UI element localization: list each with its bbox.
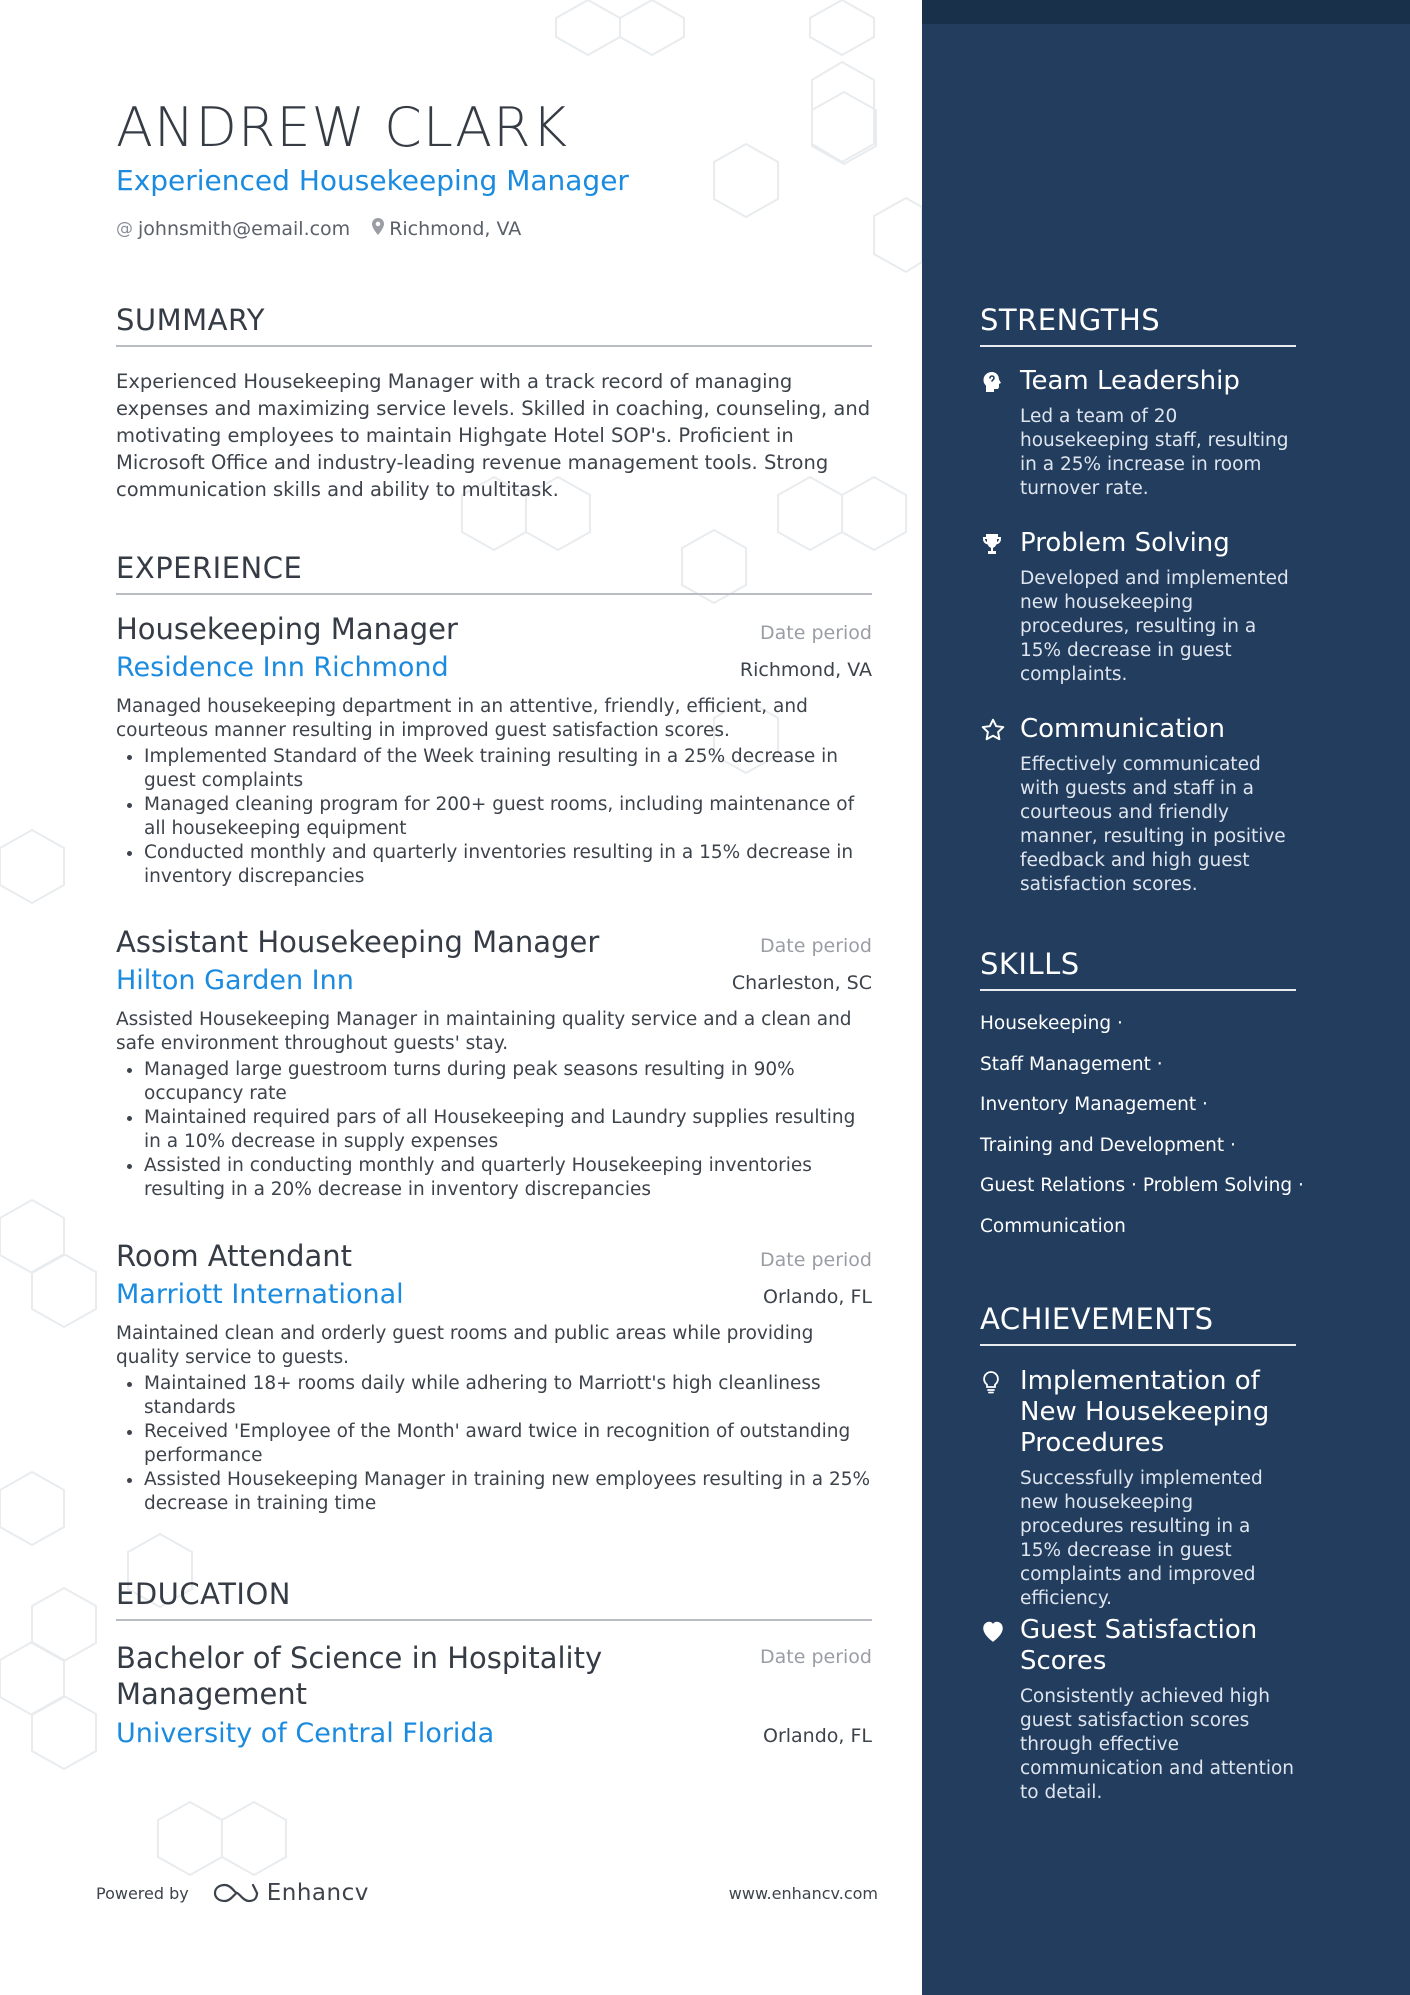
sidebar [922, 0, 1410, 1995]
strength-text: Effectively communicated with guests and staff in a courteous and friendly manner, resulting in positive feedback and high guest satisfaction scores. [1020, 754, 1286, 895]
achievement-text: Successfully implemented new housekeeping procedures resulting in a 15% decrease in guest complaints and improved efficiency. [1020, 1468, 1263, 1609]
job-role: Room Attendant [116, 1239, 353, 1273]
sidebar-top-band [922, 0, 1410, 24]
job-bullet: • Assisted Housekeeping Manager in training new employees resulting in a 25% decrease in training time [144, 1468, 872, 1516]
job-bullet: • Implemented Standard of the Week training resulting in a 25% decrease in guest complaints [144, 745, 872, 793]
location-text: Richmond, VA [389, 218, 522, 240]
job-date: Date period [760, 935, 872, 957]
education-date: Date period [760, 1646, 872, 1668]
education-entry [116, 1640, 872, 1749]
experience-entry [116, 1239, 872, 1516]
job-bullet: • Conducted monthly and quarterly inventories resulting in a 15% decrease in inventory discrepancies [144, 841, 872, 889]
job-bullets [116, 745, 872, 889]
skill-item: Communication [980, 1215, 1126, 1237]
experience-heading: EXPERIENCE [116, 551, 872, 595]
heart-icon [980, 1615, 1020, 1646]
skill-item: Housekeeping · [980, 1013, 1123, 1034]
strength-item [980, 366, 1296, 501]
education-heading: EDUCATION [116, 1577, 872, 1621]
job-description: Maintained clean and orderly guest rooms and public areas while providing quality service to guests. [116, 1323, 814, 1368]
job-location: Orlando, FL [762, 1286, 872, 1308]
skill-item: Inventory Management · [980, 1094, 1208, 1115]
powered-by-label: Powered by [96, 1883, 189, 1903]
achievement-title: Implementation of New Housekeeping Procedures [1020, 1366, 1270, 1458]
strength-text: Developed and implemented new housekeeping procedures, resulting in a 15% decrease in guest complaints. [1020, 568, 1289, 685]
footer-brand [96, 1880, 369, 1906]
job-bullets [116, 1058, 872, 1202]
strength-title: Team Leadership [1020, 366, 1240, 396]
email-text: johnsmith@email.com [138, 218, 351, 240]
enhancv-logo[interactable] [213, 1880, 369, 1906]
location-item [372, 218, 521, 240]
enhancv-logo-text: Enhancv [266, 1880, 369, 1906]
job-role: Assistant Housekeeping Manager [116, 925, 600, 959]
summary-text: Experienced Housekeeping Manager with a track record of managing expenses and maximizing service levels. Skilled in coaching, counseling, and motivating employees to maintain Highgate Hotel SOP's. Proficient in Microsoft Office and industry-leading revenue management tools. Strong communication skills and ability to multitask. [116, 370, 871, 501]
trophy-icon [980, 528, 1020, 559]
achievements-heading: ACHIEVEMENTS [980, 1302, 1296, 1346]
job-location: Richmond, VA [739, 659, 872, 681]
achievement-item [980, 1366, 1296, 1611]
at-icon: @ [116, 219, 133, 239]
job-bullet: • Managed cleaning program for 200+ guest rooms, including maintenance of all housekeeping equipment [144, 793, 872, 841]
lightbulb-icon [980, 1366, 1020, 1397]
job-bullets [116, 1372, 872, 1516]
candidate-title: Experienced Housekeeping Manager [116, 164, 629, 197]
strength-item [980, 528, 1296, 687]
education-location: Orlando, FL [762, 1725, 872, 1747]
strength-title: Communication [1020, 714, 1225, 744]
candidate-name: ANDREW CLARK [116, 96, 569, 159]
job-bullet: • Assisted in conducting monthly and quarterly Housekeeping inventories resulting in a 20% decrease in inventory discrepancies [144, 1154, 872, 1202]
star-icon [980, 714, 1020, 745]
job-bullet: • Managed large guestroom turns during peak seasons resulting in 90% occupancy rate [144, 1058, 872, 1106]
strength-title: Problem Solving [1020, 528, 1230, 558]
enhancv-logo-icon [213, 1882, 259, 1904]
job-date: Date period [760, 622, 872, 644]
job-company: Marriott International [116, 1279, 404, 1310]
email-item[interactable] [116, 218, 350, 240]
achievement-item [980, 1615, 1296, 1805]
footer [96, 1880, 878, 1906]
skills-heading: SKILLS [980, 947, 1296, 991]
skill-item: Guest Relations · Problem Solving · [980, 1175, 1304, 1196]
achievement-text: Consistently achieved high guest satisfaction scores through effective communication and attention to detail. [1020, 1686, 1295, 1803]
skill-item: Training and Development · [980, 1134, 1236, 1156]
job-company: Residence Inn Richmond [116, 652, 449, 683]
job-bullet: • Maintained required pars of all Housekeeping and Laundry supplies resulting in a 10% decrease in supply expenses [144, 1106, 872, 1154]
job-role: Housekeeping Manager [116, 612, 458, 646]
job-description: Assisted Housekeeping Manager in maintaining quality service and a clean and safe environment throughout guests' stay. [116, 1009, 852, 1054]
head-brain-icon [980, 366, 1020, 397]
experience-entry [116, 925, 872, 1202]
location-pin-icon [372, 218, 384, 240]
education-degree: Bachelor of Science in Hospitality Management [116, 1641, 603, 1711]
skills-list [980, 1004, 1310, 1247]
summary-heading: SUMMARY [116, 303, 872, 347]
footer-website[interactable]: www.enhancv.com [728, 1883, 878, 1903]
job-bullet: • Received 'Employee of the Month' award twice in recognition of outstanding performance [144, 1420, 872, 1468]
strength-text: Led a team of 20 housekeeping staff, resulting in a 25% increase in room turnover rate. [1020, 406, 1289, 499]
contact-info [116, 218, 543, 240]
experience-entry [116, 612, 872, 889]
skill-item: Staff Management · [980, 1053, 1163, 1075]
strengths-heading: STRENGTHS [980, 303, 1296, 347]
job-location: Charleston, SC [731, 972, 872, 994]
education-school: University of Central Florida [116, 1718, 495, 1749]
achievement-title: Guest Satisfaction Scores [1020, 1615, 1258, 1676]
job-bullet: • Maintained 18+ rooms daily while adhering to Marriott's high cleanliness standards [144, 1372, 872, 1420]
job-company: Hilton Garden Inn [116, 965, 354, 996]
strength-item [980, 714, 1296, 897]
job-description: Managed housekeeping department in an attentive, friendly, efficient, and courteous manner resulting in improved guest satisfaction scores. [116, 696, 808, 741]
job-date: Date period [760, 1249, 872, 1271]
